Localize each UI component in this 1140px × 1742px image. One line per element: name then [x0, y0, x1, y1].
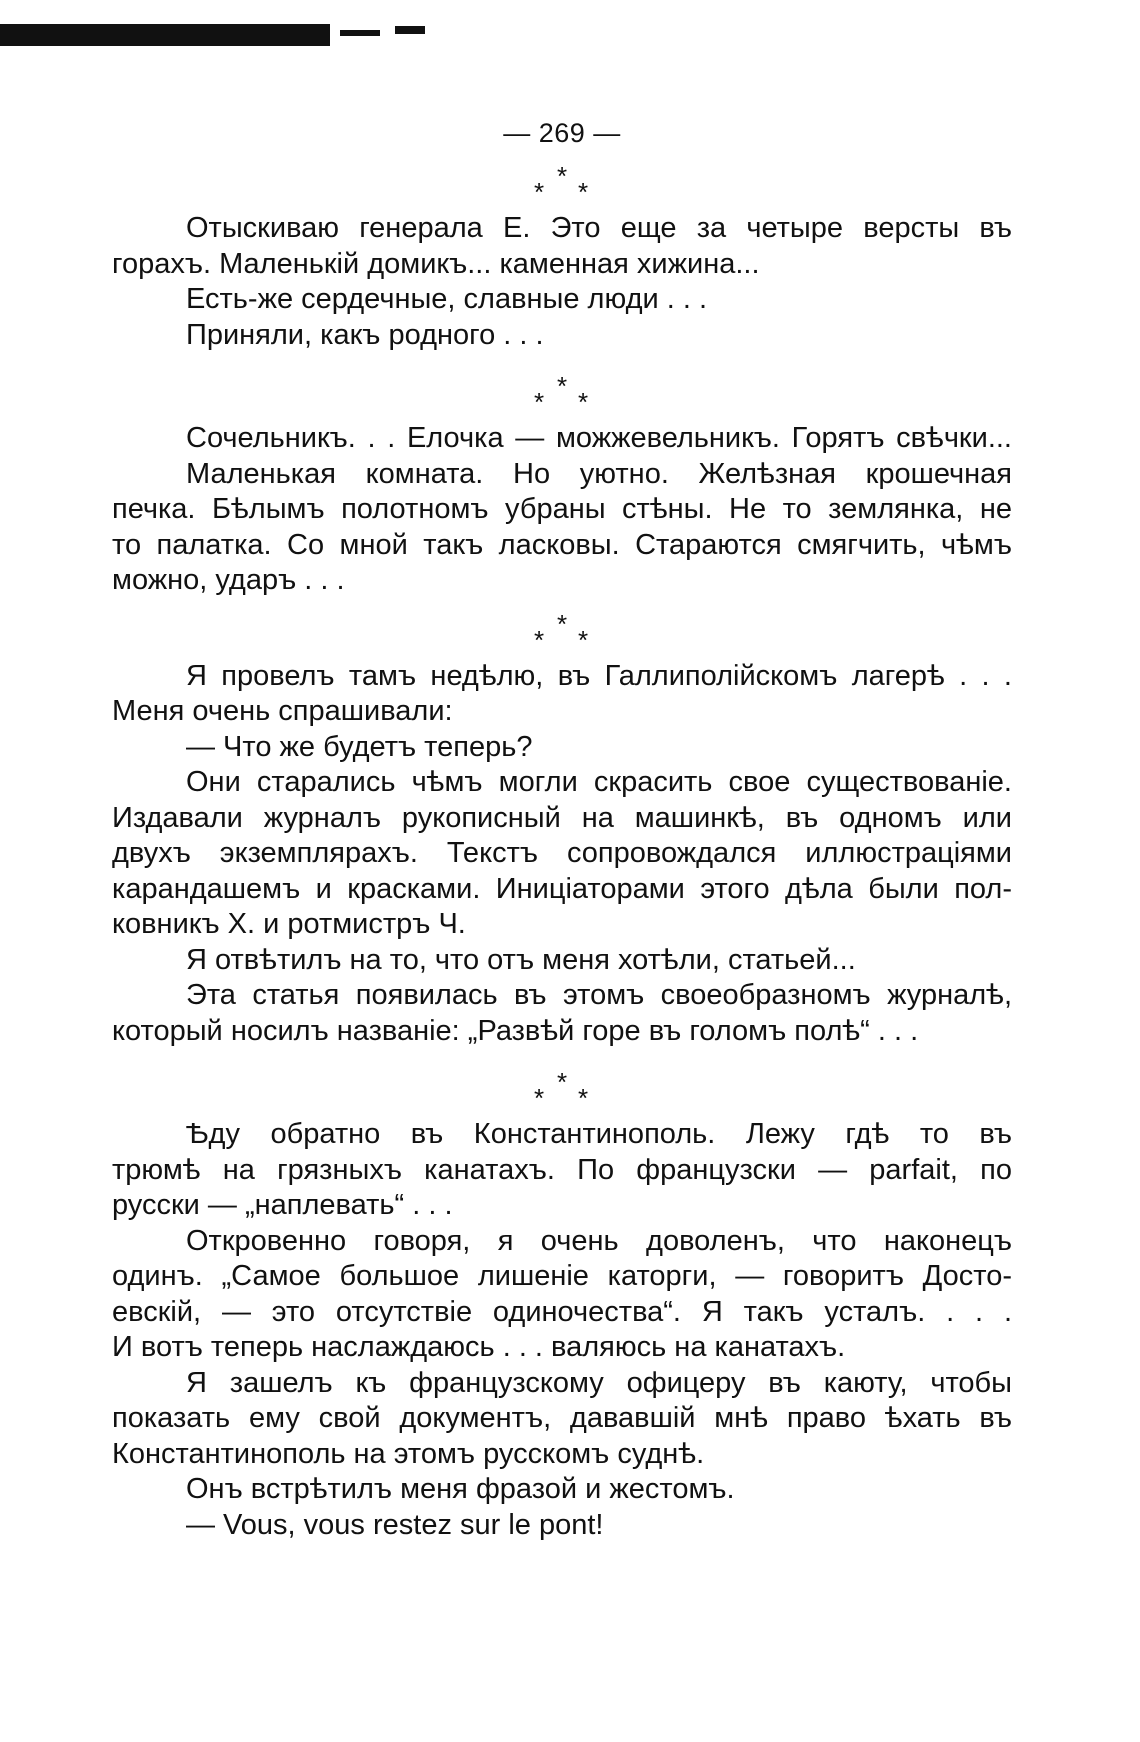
text-line: Приняли, какъ родного . . . [186, 318, 544, 351]
text-line: двухъ экземплярахъ. Текстъ сопровождался иллюстраціями [112, 837, 1012, 869]
text-line: трюмѣ на грязныхъ канатахъ. По французски — parfait, по [112, 1153, 1012, 1186]
text-line: горахъ. Маленькій домикъ... каменная хижина... [112, 247, 760, 280]
text-line: Я зашелъ къ французскому офицеру въ каюту, чтобы [186, 1366, 1012, 1399]
section-3-text [112, 659, 1012, 1050]
text-line: Онъ встрѣтилъ меня фразой и жестомъ. [186, 1473, 735, 1505]
text-line: Я провелъ тамъ недѣлю, въ Галлиполійскомъ лагерѣ . . . [186, 659, 1012, 692]
text-line: Издавали журналъ рукописный на машинкѣ, въ одномъ или [112, 801, 1012, 834]
section-divider: * * * [534, 608, 589, 655]
text-line: можно, ударъ . . . [112, 564, 345, 596]
text-line: Откровенно говоря, я очень доволенъ, что наконецъ [186, 1224, 1012, 1257]
section-divider: * * * [534, 1067, 589, 1113]
scan-artifact [340, 30, 380, 36]
text-line: Константинополь на этомъ русскомъ суднѣ. [112, 1437, 705, 1470]
text-line: показать ему свой документъ, дававшій мнѣ право ѣхать въ [112, 1402, 1012, 1434]
text-line: евскій, — это отсутствіе одиночества“. Я такъ усталъ. . . . [112, 1295, 1012, 1328]
scan-artifact [395, 26, 425, 34]
text-line: Сочельникъ. . . Елочка — можжевельникъ. Горятъ свѣчки... [186, 422, 1012, 454]
text-line: ковникъ Х. и ротмистръ Ч. [112, 908, 466, 940]
text-line: русски — „наплевать“ . . . [112, 1189, 453, 1221]
text-line: И вотъ теперь наслаждаюсь . . . валяюсь на канатахъ. [112, 1331, 846, 1363]
text-line: Эта статья появилась въ этомъ своеобразномъ журналѣ, [186, 979, 1012, 1011]
section-divider: * * * [534, 161, 589, 207]
text-line: Есть-же сердечные, славные люди . . . [186, 283, 708, 315]
text-line: Я отвѣтилъ на то, что отъ меня хотѣли, статьей... [186, 943, 856, 976]
page-number-value: 269 [538, 118, 586, 148]
section-4-text [112, 1117, 1012, 1543]
text-line: Отыскиваю генерала Е. Это еще за четыре версты въ [186, 212, 1012, 244]
text-line: Ѣду обратно въ Константинополь. Лежу гдѣ то въ [186, 1118, 1012, 1150]
text-line: Они старались чѣмъ могли скрасить свое существованіе. [186, 766, 1012, 798]
text-line: который носилъ названіе: „Развѣй горе въ голомъ полѣ“ . . . [112, 1014, 919, 1047]
section-1-text [112, 211, 1012, 353]
text-line: Маленькая комната. Но уютно. Желѣзная крошечная [186, 457, 1012, 490]
text-line: карандашемъ и красками. Иниціаторами этого дѣла были пол- [112, 872, 1012, 905]
scan-artifact [0, 24, 330, 46]
text-line: — Vous, vous restez sur le pont! [186, 1508, 604, 1541]
text-line: то палатка. Со мной такъ ласковы. Стараются смягчить, чѣмъ [112, 528, 1012, 561]
text-line: печка. Бѣлымъ полотномъ убраны стѣны. Не то землянка, не [112, 493, 1012, 525]
section-divider: * * * [534, 371, 589, 417]
text-line: Меня очень спрашивали: [112, 695, 453, 727]
text-line: — Что же будетъ теперь? [186, 730, 533, 763]
text-line: одинъ. „Самое большое лишеніе каторги, — говоритъ Досто- [112, 1260, 1012, 1292]
book-page [112, 118, 1012, 1543]
page-number: — 269 — [503, 118, 621, 148]
section-2-text [112, 421, 1012, 599]
